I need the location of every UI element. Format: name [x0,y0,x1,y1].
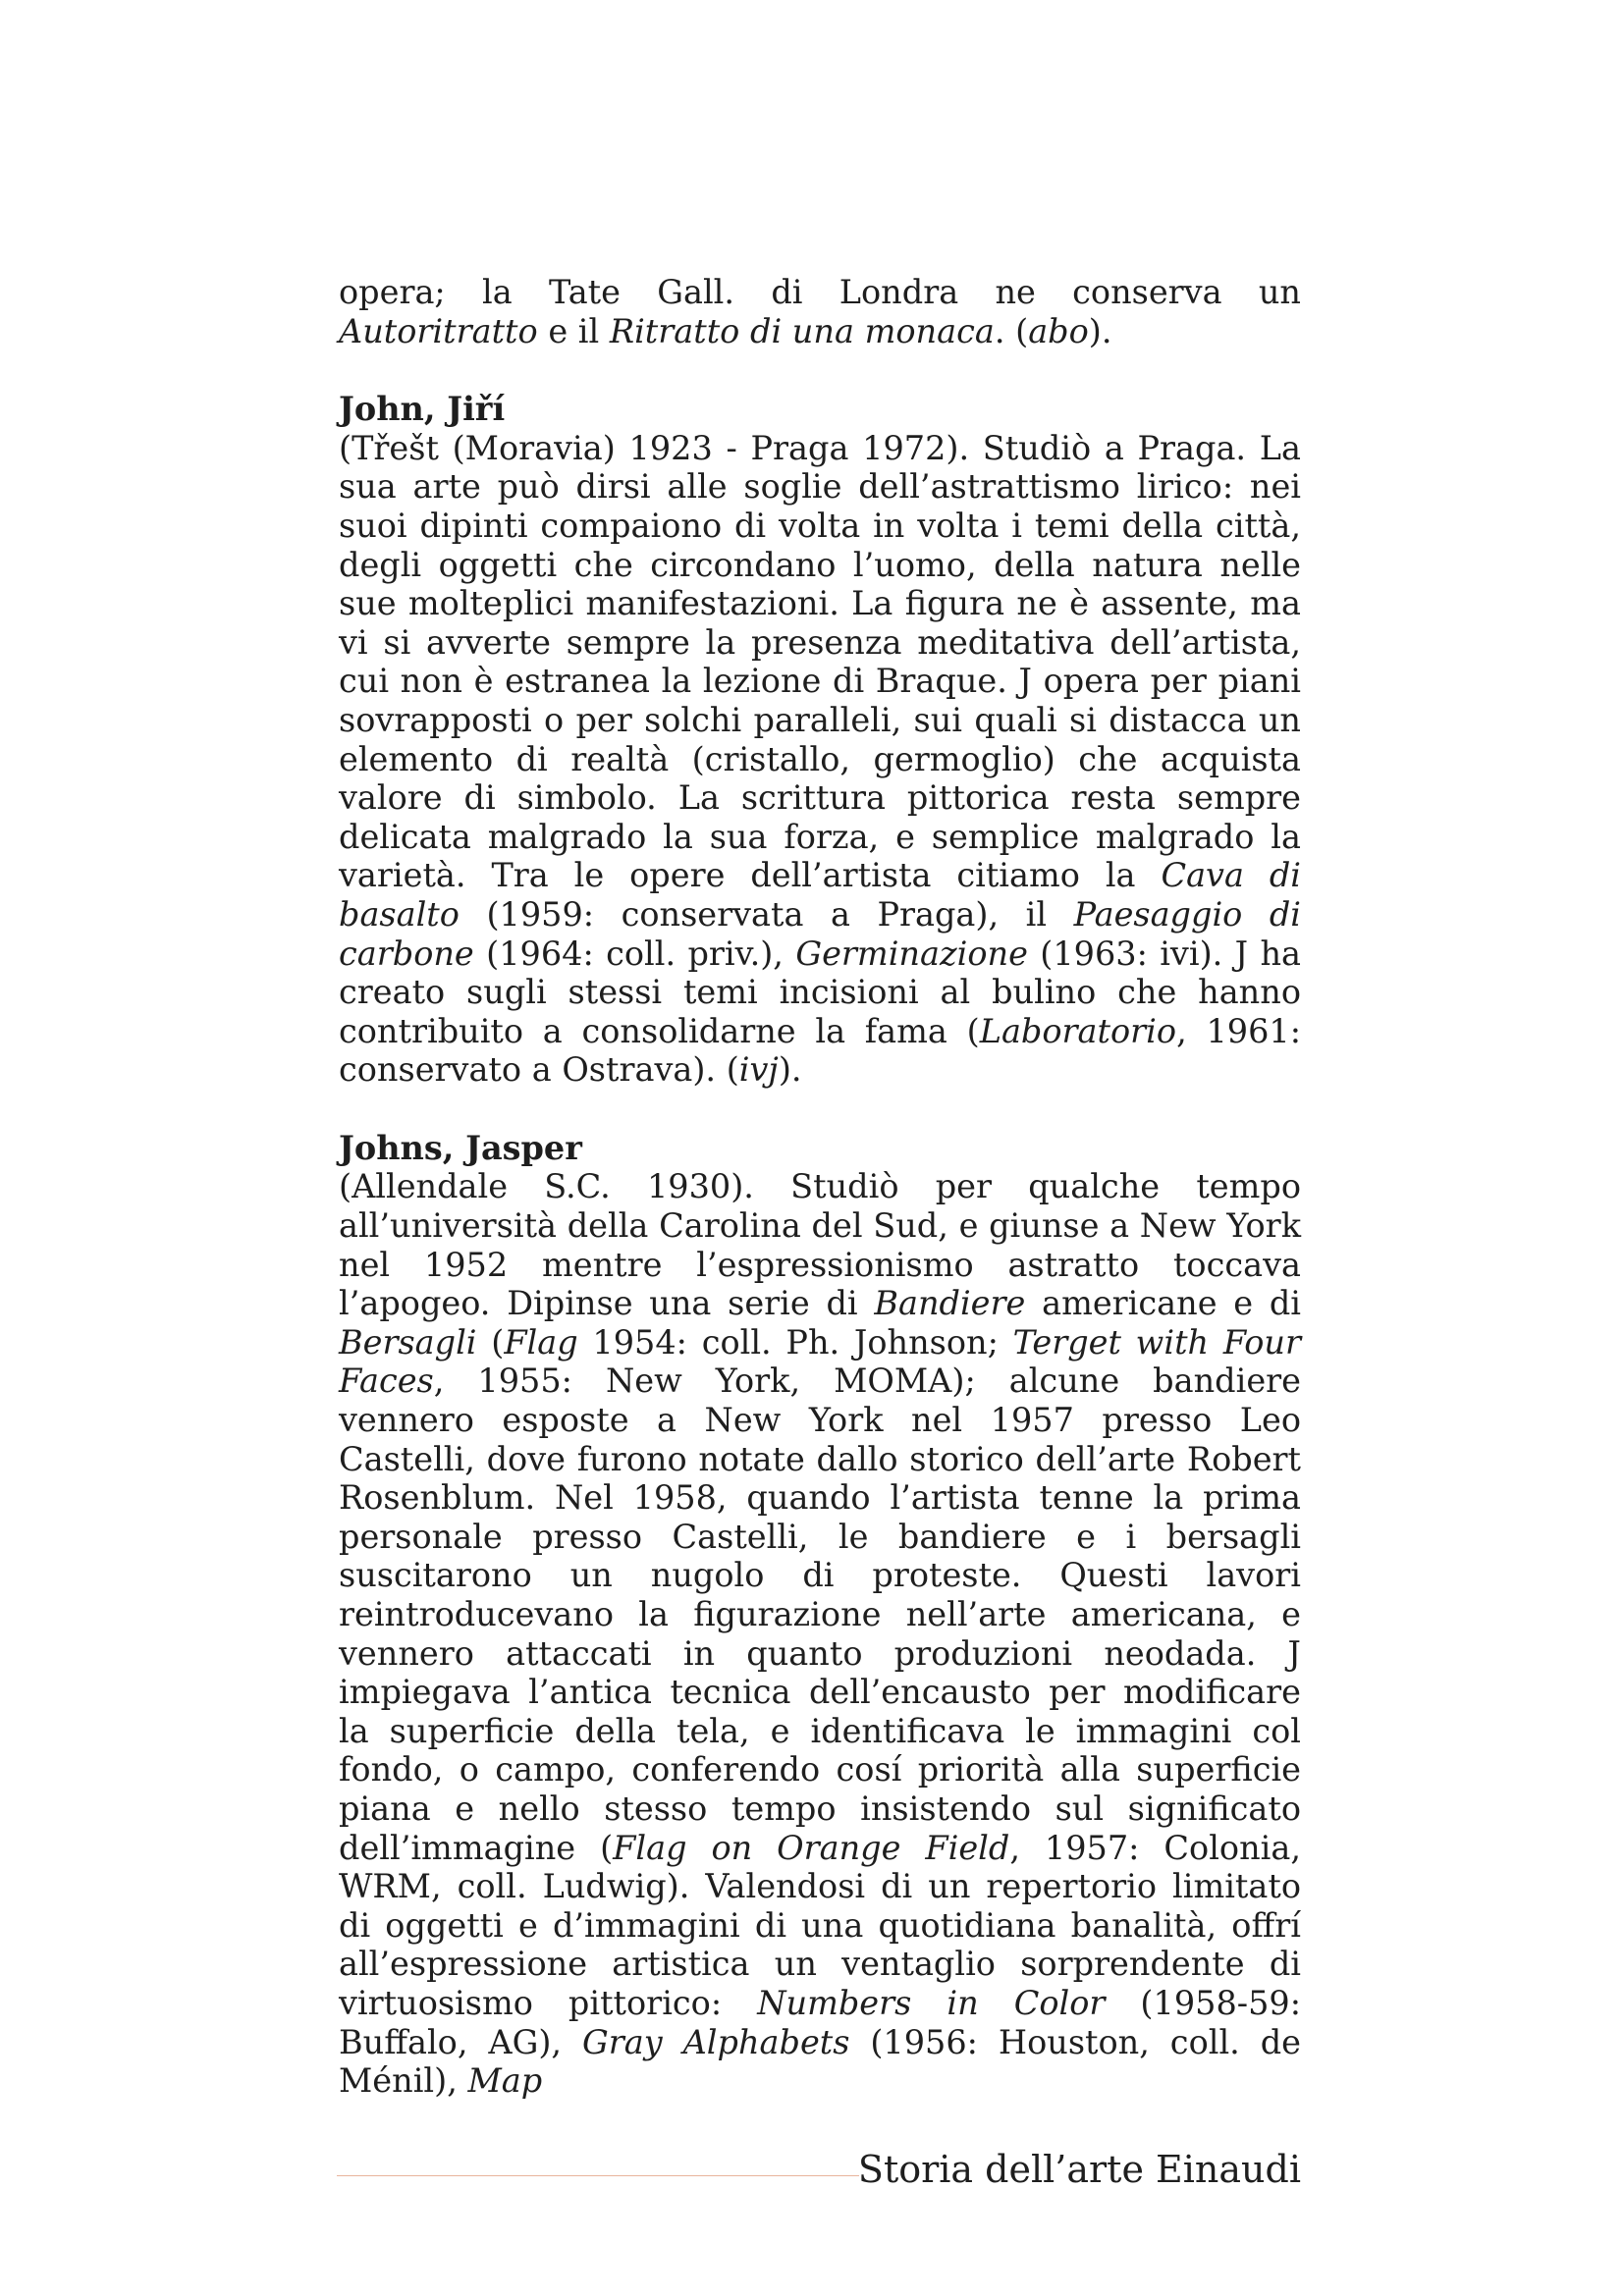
artwork-title: Flag on Orange Field [613,1828,1010,1867]
footer-book-title: Storia dell’arte Einaudi [857,2148,1301,2191]
intro-paragraph [339,273,1301,350]
entry-text: ). [778,1050,802,1090]
artwork-title: Germinazione [795,934,1028,973]
entry-text: (1958-59: Buffalo, AG), [339,1983,1301,2061]
entry-heading-johns-jasper: Johns, Jasper [339,1128,582,1167]
entry-text: ( [476,1322,505,1362]
footer-divider [337,2175,859,2176]
artwork-title: Gray Alphabets [582,2022,850,2061]
artwork-title: Flag [504,1322,578,1362]
intro-text: e il [537,311,610,350]
author-initials: abo [1028,311,1089,350]
intro-artwork-title: Ritratto di una monaca [609,311,995,350]
entry-text: (1956: Houston, coll. de Ménil), [339,2022,1301,2101]
artwork-title: Map [467,2061,543,2101]
artwork-title: Terget with Four Faces [339,1322,1302,1401]
entry-text: , 1961: conservato a Ostrava). ( [339,1011,1301,1090]
artwork-title: Bersagli [339,1322,477,1362]
entry-text: (1964: coll. priv.), [473,934,796,973]
entry-text: 1954: coll. Ph. Johnson; [577,1322,1013,1362]
entry-text: (Allendale S.C. 1930). Studiò per qualche tempo all’università della Carolina del Sud, e giunse a New York nel 1952 mentre l’espressionismo astratto toccava l’apogeo. Dipinse una serie di [339,1167,1301,1323]
entry-heading-john-jiri: John, Jiří [339,390,506,429]
entry-body-john-jiri [339,429,1301,1090]
author-initials: ivj [738,1050,779,1090]
entry-text: (1959: conservata a Praga), il [459,894,1074,934]
entry-text: americane e di [1025,1284,1302,1323]
intro-text: opera; la Tate Gall. di Londra ne conserva un [339,273,1301,311]
artwork-title: Laboratorio [979,1011,1177,1050]
entry-text: , 1955: New York, MOMA); alcune bandiere vennero esposte a New York nel 1957 presso Leo Castelli, dove furono notate dallo storico dell’arte Robert Rosenblum. Nel 1958, quando l’artista tenne la prima personale presso Castelli, le bandiere e i bersagli suscitarono un nugolo di proteste. Questi lavori reintroducevano la figurazione nell’arte americana, e vennero attaccati in quanto produzioni neodada. J impiegava l’antica tecnica dell’encausto per modificare la superficie della tela, e identificava le immagini col fondo, o campo, conferendo cosí priorità alla superficie piana e nello stesso tempo insistendo sul significato dell’immagine ( [339,1362,1301,1867]
intro-text: . ( [994,311,1029,350]
intro-text: ). [1088,311,1112,350]
artwork-title: Paesaggio di carbone [339,894,1302,973]
artwork-title: Numbers in Color [757,1983,1106,2022]
entry-body-johns-jasper [339,1167,1301,2100]
artwork-title: Cava di basalto [339,856,1302,934]
entry-text: (1963: ivi). J ha creato sugli stessi temi incisioni al bulino che hanno contribuito a consolidarne la fama ( [339,934,1301,1050]
artwork-title: Bandiere [874,1284,1026,1323]
page-body [339,273,1301,2101]
entry-text: , 1957: Colonia, WRM, coll. Ludwig). Valendosi di un repertorio limitato di oggetti e d’immagini di una quotidiana banalità, offrí all’espressione artistica un ventaglio sorprendente di virtuosismo pittorico: [339,1828,1301,2022]
entry-text: (Třešt (Moravia) 1923 - Praga 1972). Studiò a Praga. La sua arte può dirsi alle soglie dell’astrattismo lirico: nei suoi dipinti compaiono di volta in volta i temi della città, degli oggetti che circondano l’uomo, della natura nelle sue molteplici manifestazioni. La figura ne è assente, ma vi si avverte sempre la presenza meditativa dell’artista, cui non è estranea la lezione di Braque. J opera per piani sovrapposti o per solchi paralleli, sui quali si distacca un elemento di realtà (cristallo, germoglio) che acquista valore di simbolo. La scrittura pittorica resta sempre delicata malgrado la sua forza, e semplice malgrado la varietà. Tra le opere dell’artista citiamo la [339,428,1301,895]
intro-artwork-title: Autoritratto [339,311,538,350]
